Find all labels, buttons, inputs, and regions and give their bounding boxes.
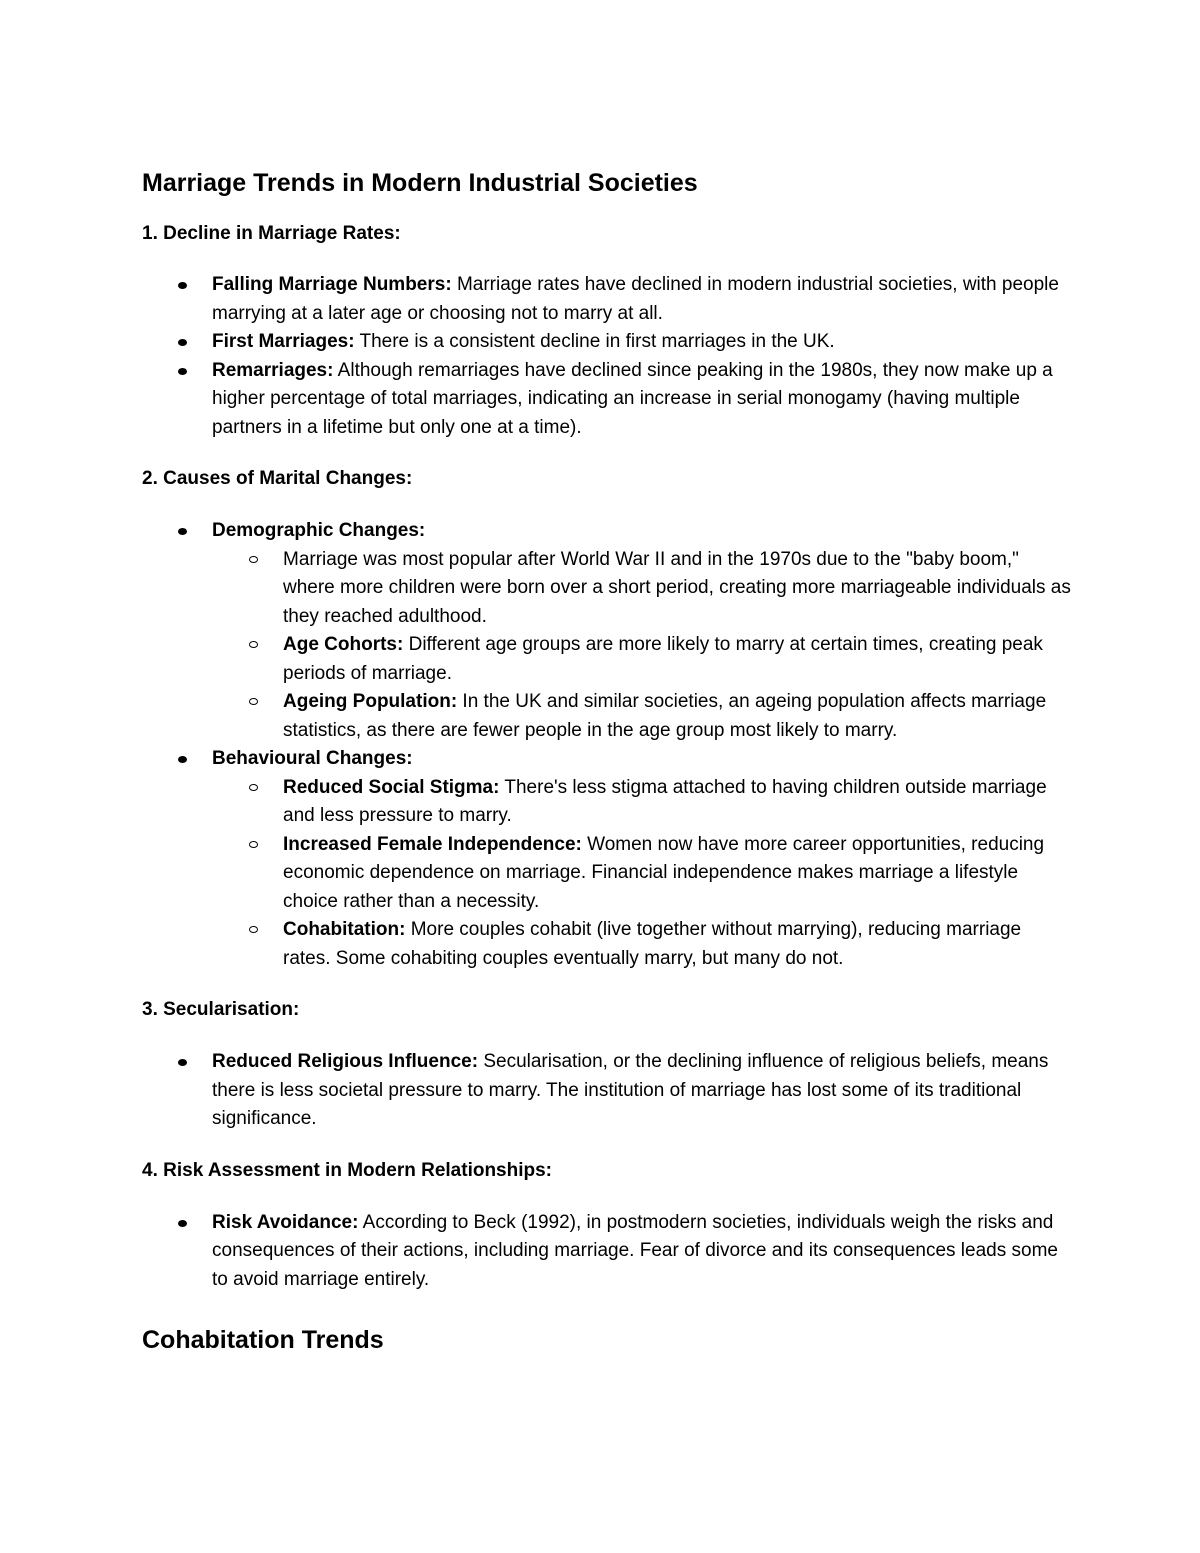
sub-item-text: Marriage was most popular after World War II and in the 1970s due to the "baby boom," where more children were born over a short period, creating more marriageable individuals as they reached adulthood.: [283, 548, 1071, 627]
section-heading: 2. Causes of Marital Changes:: [142, 468, 413, 489]
section-heading: 3. Secularisation:: [142, 999, 300, 1020]
section-heading: 1. Decline in Marriage Rates:: [142, 223, 401, 244]
section-secularisation: [142, 996, 1072, 1134]
section-risk-assessment: [142, 1157, 1072, 1295]
sub-item-text: More couples cohabit (live together without marrying), reducing marriage rates. Some cohabiting couples eventually marry, but many do not.: [283, 919, 1022, 969]
section-heading: 4. Risk Assessment in Modern Relationships:: [142, 1159, 553, 1181]
sub-item-label: Age Cohorts:: [283, 634, 404, 655]
sub-list: [212, 546, 1072, 746]
sub-item-label: Ageing Population:: [283, 691, 458, 712]
circle-bullet-icon: [249, 841, 258, 848]
sub-item-text: Women now have more career opportunities, reducing economic dependence on marriage. Financial independence makes marriage a lifestyle choice rather than a necessity.: [283, 833, 1045, 912]
list-item: [142, 271, 1072, 328]
item-label: First Marriages:: [212, 331, 355, 352]
list-item: [142, 328, 1072, 357]
document-page: [142, 166, 1072, 1357]
bullet-icon: [178, 756, 187, 763]
item-text: Marriage rates have declined in modern industrial societies, with people marrying at a later age or choosing not to marry at all.: [212, 274, 1059, 324]
circle-bullet-icon: [249, 556, 258, 563]
bullet-icon: [178, 1059, 187, 1066]
list-item: [142, 1048, 1072, 1134]
item-text: According to Beck (1992), in postmodern societies, individuals weigh the risks and consequences of their actions, including marriage. Fear of divorce and its consequences leads some to avoid marriage entirely.: [212, 1211, 1058, 1290]
list-item: [142, 517, 1072, 745]
sub-list: [212, 774, 1072, 974]
sub-list-item: [142, 916, 1072, 973]
list-item: [142, 1209, 1072, 1295]
item-text: Secularisation, or the declining influence of religious beliefs, means there is less societal pressure to marry. The institution of marriage has lost some of its traditional significance.: [212, 1051, 1049, 1129]
bullet-icon: [178, 282, 187, 289]
bullet-list: [142, 271, 1072, 442]
item-label: Demographic Changes:: [212, 520, 426, 541]
item-text: Although remarriages have declined since peaking in the 1980s, they now make up a higher percentage of total marriages, indicating an increase in serial monogamy (having multiple partners in a lifetime but only one at a time).: [212, 359, 1053, 438]
bullet-icon: [178, 368, 187, 375]
sub-list-item: [142, 774, 1072, 831]
item-label: Remarriages:: [212, 359, 334, 381]
bullet-icon: [178, 339, 187, 346]
bullet-icon: [178, 1220, 187, 1227]
circle-bullet-icon: [249, 926, 258, 933]
sub-list-item: [142, 831, 1072, 917]
section-decline-in-marriage-rates: [142, 220, 1072, 442]
sub-item-label: Cohabitation:: [283, 919, 406, 940]
bullet-list: [142, 1048, 1072, 1134]
item-label: Reduced Religious Influence:: [212, 1051, 479, 1072]
item-text: There is a consistent decline in first marriages in the UK.: [354, 331, 835, 352]
sub-list-item: [142, 631, 1072, 688]
sub-item-label: Reduced Social Stigma:: [283, 776, 500, 798]
bullet-list: [142, 517, 1072, 973]
list-item: [142, 357, 1072, 443]
bullet-list: [142, 1209, 1072, 1295]
sub-item-text: Different age groups are more likely to marry at certain times, creating peak periods of marriage.: [283, 634, 1043, 684]
circle-bullet-icon: [249, 641, 258, 648]
list-item: [142, 745, 1072, 973]
sub-item-label: Increased Female Independence:: [283, 833, 582, 855]
section-causes-of-marital-changes: [142, 465, 1072, 973]
sub-list-item: [142, 546, 1072, 632]
sub-item-text: In the UK and similar societies, an ageing population affects marriage statistics, as there are fewer people in the age group most likely to marry.: [283, 691, 1047, 741]
item-label: Risk Avoidance:: [212, 1211, 359, 1233]
cohabitation-trends-heading: Cohabitation Trends: [142, 1326, 384, 1354]
sub-list-item: [142, 688, 1072, 745]
circle-bullet-icon: [249, 784, 258, 791]
sub-item-text: There's less stigma attached to having children outside marriage and less pressure to marry.: [283, 776, 1047, 826]
page-title: Marriage Trends in Modern Industrial Societies: [142, 169, 698, 197]
circle-bullet-icon: [249, 698, 258, 705]
bullet-icon: [178, 528, 187, 535]
item-label: Behavioural Changes:: [212, 748, 413, 769]
item-label: Falling Marriage Numbers:: [212, 274, 452, 295]
